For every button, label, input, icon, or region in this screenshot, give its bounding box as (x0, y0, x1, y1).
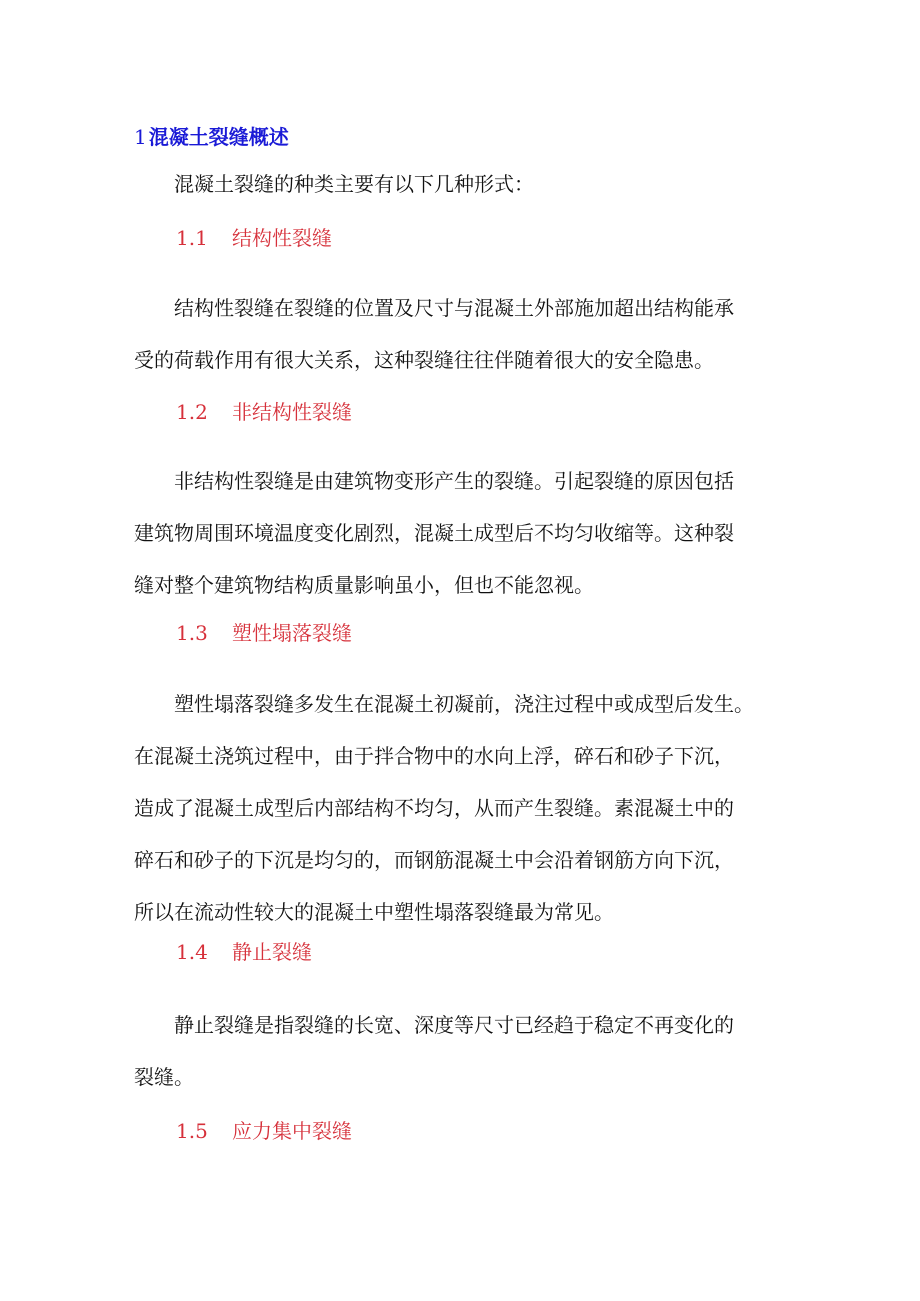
subsection-title: 塑性塌落裂缝 (232, 621, 352, 645)
subsection-heading-1-1 (176, 223, 332, 253)
paragraph-line: 建筑物周围环境温度变化剧烈，混凝土成型后不均匀收缩等。这种裂 (134, 521, 734, 545)
subsection-number: 1.5 (176, 1119, 208, 1143)
subsection-heading-1-2 (176, 397, 352, 427)
subsection-heading-1-4 (176, 937, 312, 967)
paragraph-line: 所以在流动性较大的混凝土中塑性塌落裂缝最为常见。 (134, 900, 614, 924)
paragraph-line: 裂缝。 (134, 1065, 194, 1089)
subsection-number: 1.4 (176, 940, 208, 964)
intro-paragraph (134, 158, 794, 210)
paragraph-1-2 (134, 455, 794, 611)
paragraph-line: 缝对整个建筑物结构质量影响虽小，但也不能忽视。 (134, 573, 594, 597)
subsection-title: 静止裂缝 (232, 940, 312, 964)
paragraph-line: 静止裂缝是指裂缝的长宽、深度等尺寸已经趋于稳定不再变化的 (174, 1013, 734, 1037)
subsection-heading-1-3 (176, 618, 352, 648)
paragraph-line: 结构性裂缝在裂缝的位置及尺寸与混凝土外部施加超出结构能承 (174, 296, 734, 320)
subsection-title: 结构性裂缝 (232, 226, 332, 250)
paragraph-line: 塑性塌落裂缝多发生在混凝土初凝前，浇注过程中或成型后发生。 (174, 692, 754, 716)
subsection-number: 1.1 (176, 226, 208, 250)
paragraph-line: 造成了混凝土成型后内部结构不均匀，从而产生裂缝。素混凝土中的 (134, 796, 734, 820)
paragraph-line: 混凝土裂缝的种类主要有以下几种形式： (174, 172, 534, 196)
paragraph-1-1 (134, 282, 794, 386)
subsection-title: 应力集中裂缝 (232, 1119, 352, 1143)
subsection-number: 1.2 (176, 400, 208, 424)
paragraph-1-3 (134, 678, 794, 938)
paragraph-line: 非结构性裂缝是由建筑物变形产生的裂缝。引起裂缝的原因包括 (174, 469, 734, 493)
paragraph-line: 碎石和砂子的下沉是均匀的，而钢筋混凝土中会沿着钢筋方向下沉， (134, 848, 734, 872)
subsection-title: 非结构性裂缝 (232, 400, 352, 424)
section-number: 1 (134, 125, 147, 149)
paragraph-line: 在混凝土浇筑过程中，由于拌合物中的水向上浮，碎石和砂子下沉， (134, 744, 734, 768)
subsection-heading-1-5 (176, 1116, 352, 1146)
section-heading (134, 122, 289, 152)
section-title: 混凝土裂缝概述 (148, 125, 289, 149)
paragraph-line: 受的荷载作用有很大关系，这种裂缝往往伴随着很大的安全隐患。 (134, 348, 714, 372)
paragraph-1-4 (134, 999, 794, 1103)
subsection-number: 1.3 (176, 621, 208, 645)
